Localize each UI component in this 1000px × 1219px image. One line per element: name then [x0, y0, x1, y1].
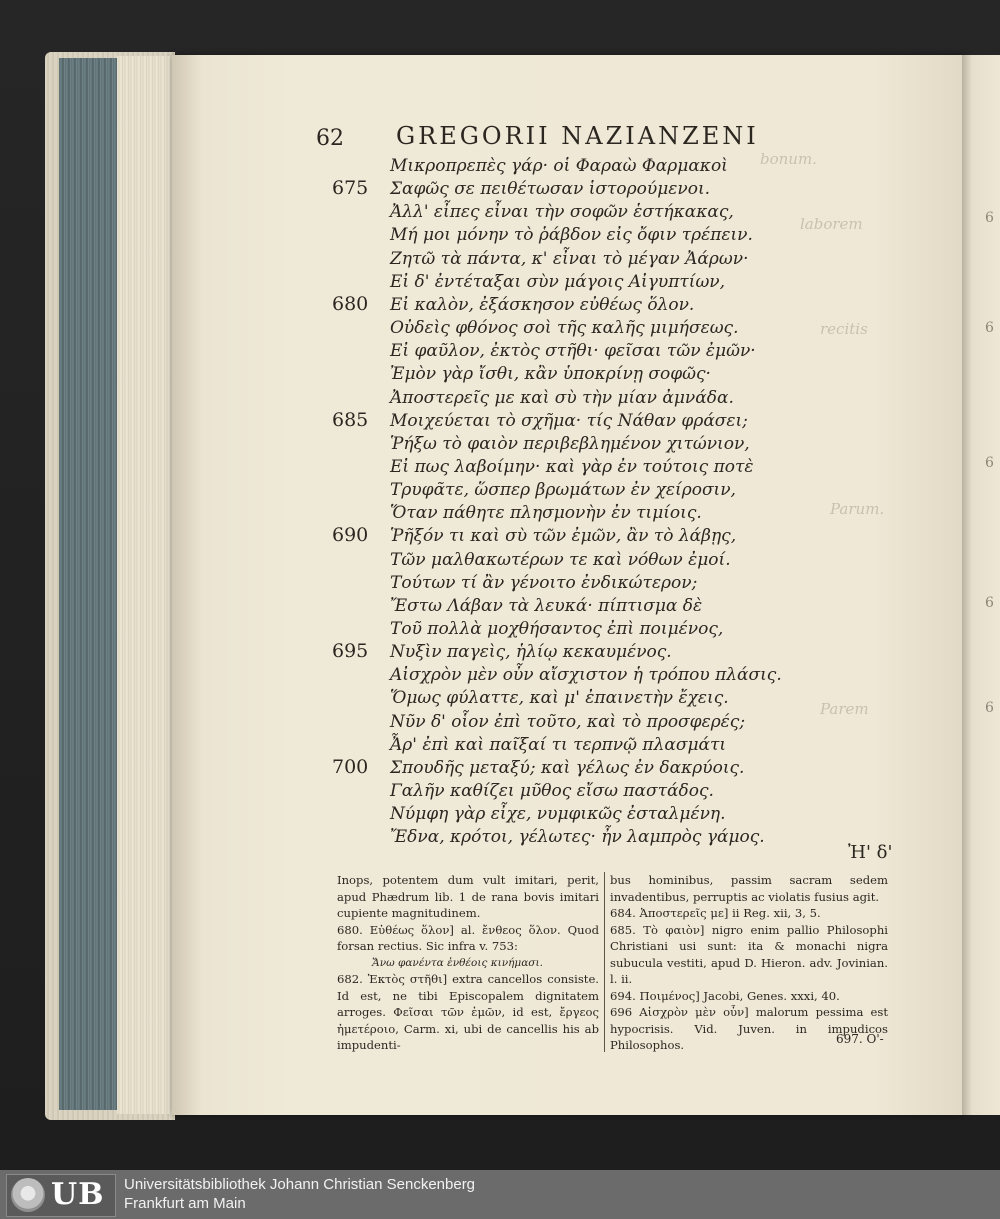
footnotes-left-column: [337, 872, 599, 1054]
verse-line: Γαλῆν καθίζει μῦθος εἴσω παστάδος.: [390, 781, 714, 802]
footnote-paragraph: 684. Ἀποστερεῖς με] ii Reg. xii, 3, 5.: [610, 906, 821, 920]
facing-page-sliver: [962, 55, 1000, 1115]
verse-line: Νύμφη γὰρ εἶχε, νυμφικῶς ἐσταλμένη.: [390, 804, 726, 825]
footnote-paragraph: Inops, potentem dum vult imitari, perit, apud Phædrum lib. 1 de rana bovis imitari cupiente magnitudinem.: [337, 873, 599, 920]
verse-line: Σπουδῆς μεταξύ; καὶ γέλως ἐν δακρύοις.: [390, 757, 745, 778]
verse-line: Ἔστω Λάβαν τὰ λευκά· πίπτισμα δὲ: [390, 595, 703, 616]
verse-line: Τρυφᾶτε, ὥσπερ βρωμάτων ἐν χείροσιν,: [390, 480, 736, 501]
verse-line: Τῶν μαλθακωτέρων τε καὶ νόθων ἐμοί.: [390, 549, 731, 570]
footnotes-right-column: [610, 872, 888, 1054]
verse-line: Ῥῆξόν τι καὶ σὺ τῶν ἐμῶν, ἂν τὸ λάβῃς,: [390, 526, 737, 547]
seal-icon: [11, 1178, 45, 1212]
library-logo[interactable]: [6, 1174, 116, 1217]
verse-line: Ῥήξω τὸ φαιὸν περιβεβλημένον χιτώνιον,: [390, 433, 750, 454]
verse-number: 695: [332, 640, 369, 663]
verse-line: Εἰ δ' ἐντέταξαι σὺν μάγοις Αἰγυπτίων,: [390, 271, 726, 292]
verse-number: 675: [332, 177, 369, 200]
verse-line: Εἰ καλὸν, ἐξάσκησον εὐθέως ὅλον.: [390, 294, 695, 315]
scanned-book-spread: bonum. laborem recitis Parum. Parem 6 6 6 6 6 62 GREGORII NAZIANZENI Μικροπρεπὲς γάρ· οἱ Φαραὼ Φαρμακοὶ 675 Σαφῶς σε πειθέτωσαν ἱστορούμενοι. Ἀλλ' εἶπες εἶναι τὴν σοφῶν ἑστήκακας, Μή μοι μόνην τὸ ῥάβδον εἰς ὄφιν τρέπειν. Ζητῶ τὰ πάντα, κ' εἶναι τὸ μέγαν Ἀάρων· Εἰ δ' ἐντέταξαι σὺν μάγοις Αἰγυπτίων, 680 Εἰ καλὸν, ἐξάσκησον εὐθέως ὅλον. Οὐδεὶς φθόνος σοὶ τῆς καλῆς μιμήσεως. Εἰ φαῦλον, ἐκτὸς στῆθι· φεῖσαι τῶν ἐμῶν· Ἐμὸν γὰρ ἴσθι, κἂν ὑποκρίνῃ σοφῶς· Ἀποστερεῖς με καὶ σὺ τὴν μίαν ἀμνάδα. 685 Μοιχεύεται τὸ σχῆμα· τίς Νάθαν φράσει; Ῥήξω τὸ φαιὸν περιβεβλημένον χιτώνιον, Εἰ πως λαβοίμην· καὶ γὰρ ἐν τούτοις ποτὲ Τρυφᾶτε, ὥσπερ βρωμάτων ἐν χείροσιν, Ὅταν πάθητε πλησμονὴν ἐν τιμίοις. 690 Ῥῆξόν τι καὶ σὺ τῶν ἐμῶν, ἂν τὸ λάβῃς, Τῶν μαλθακωτέρων τε καὶ νόθων ἐμοί. Τούτων τί ἂν γένοιτο ἐνδικώτερον; Ἔστω Λάβαν τὰ λευκά· πίπτισμα δὲ Τοῦ πολλὰ μοχθήσαντος ἐπὶ ποιμένος, 695 Νυξὶν παγεὶς, ἡλίῳ κεκαυμένος. Αἰσχρὸν μὲν οὖν αἴσχιστον ἡ τρόπου πλάσις. Ὅμως φύλαττε, καὶ μ' ἐπαινετὴν ἔχεις. Νῦν δ' οἷον ἐπὶ τοῦτο, καὶ τὸ προσφερές; Ἆρ' ἐπὶ καὶ παῖξαί τι τερπνῷ πλασμάτι 700 Σπουδῆς μεταξύ; καὶ γέλως ἐν δακρύοις. Γαλῆν καθίζει μῦθος εἴσω παστάδος. Νύμφη γὰρ εἶχε, νυμφικῶς ἐσταλμένη. Ἔδνα, κρότοι, γέλωτες· ἦν λαμπρὸς γάμος. Ἠ' δ' Inops, potentem dum vult imitari, perit, apud Phædrum lib. 1 de rana bovis imitari cupiente magnitudinem. 680. Εὐθέως ὅλον] al. ἔνθεος ὅλον. Quod forsan rectius. Sic infra v. 753: Ἄνω φανέντα ἐνθέοις κινήμασι. 682. Ἐκτὸς στῆθι] extra cancellos consiste. Id est, ne tibi Episcopalem dignitatem arroges. Φεῖσαι τῶν ἐμῶν, id est, ἔργεος ἡμετέροιο, Carm. xi, ubi de cancellis his ab impudenti- bus hominibus, passim sacram sedem invadentibus, perruptis ac violatis fusius agit. 684. Ἀποστερεῖς με] ii Reg. xii, 3, 5. 685. Τὸ φαιὸν] nigro enim pallio Philosophi Christiani usi sunt: ita & monachi nigra subucula vestiti, apud D. Hieron. adv. Jovinian. l. ii. 694. Ποιμένος] Jacobi, Genes. xxxi, 40. 696 Αἰσχρὸν μὲν οὖν] malorum pessima est hypocrisis. Vid. Juven. in impudicos Philosophos. 697. Ο'-: [0, 0, 1000, 1170]
verse-line: Ὅμως φύλαττε, καὶ μ' ἐπαινετὴν ἔχεις.: [390, 688, 729, 709]
verse-line: Ἀλλ' εἶπες εἶναι τὴν σοφῶν ἑστήκακας,: [390, 202, 734, 223]
page-edges: [45, 52, 175, 1120]
verse-line: Τοῦ πολλὰ μοχθήσαντος ἐπὶ ποιμένος,: [390, 619, 724, 639]
verse-line: Ἆρ' ἐπὶ καὶ παῖξαί τι τερπνῷ πλασμάτι: [390, 734, 727, 755]
footnote-catchword: 697. Ο'-: [836, 1032, 884, 1046]
verse-line: Αἰσχρὸν μὲν οὖν αἴσχιστον ἡ τρόπου πλάσις.: [390, 665, 782, 686]
verse-line: Μοιχεύεται τὸ σχῆμα· τίς Νάθαν φράσει;: [390, 410, 748, 431]
footnote-paragraph: 680. Εὐθέως ὅλον] al. ἔνθεος ὅλον. Quod forsan rectius. Sic infra v. 753:: [337, 922, 599, 953]
verse-line: Οὐδεὶς φθόνος σοὶ τῆς καλῆς μιμήσεως.: [390, 318, 739, 339]
verse-line: Ἐμὸν γὰρ ἴσθι, κἂν ὑποκρίνῃ σοφῶς·: [390, 364, 711, 385]
institution-line-1: Universitätsbibliothek Johann Christian Senckenberg: [124, 1176, 476, 1193]
pale-edge-block: [117, 56, 175, 1114]
verse-line: Μικροπρεπὲς γάρ· οἱ Φαραὼ Φαρμακοὶ: [390, 156, 728, 176]
institution-name: [124, 1175, 475, 1213]
verse-number: 700: [332, 755, 369, 778]
verse-line: Εἰ φαῦλον, ἐκτὸς στῆθι· φεῖσαι τῶν ἐμῶν·: [390, 341, 756, 362]
colored-edge-block: [59, 58, 117, 1110]
institution-line-2: Frankfurt am Main: [124, 1195, 246, 1212]
verse-number: 680: [332, 292, 369, 315]
footnote-paragraph: 696 Αἰσχρὸν μὲν οὖν] malorum pessima est hypocrisis. Vid. Juven. in impudicos Philosophos.: [610, 1005, 888, 1052]
verse-line: Ἀποστερεῖς με καὶ σὺ τὴν μίαν ἀμνάδα.: [390, 387, 734, 408]
library-footer: [0, 1170, 1000, 1219]
verse-line: Εἰ πως λαβοίμην· καὶ γὰρ ἐν τούτοις ποτὲ: [390, 456, 754, 477]
footnote-paragraph: 685. Τὸ φαιὸν] nigro enim pallio Philosophi Christiani usi sunt: ita & monachi nigra subucula vestiti, apud D. Hieron. adv. Jovinian. l. ii.: [610, 922, 888, 986]
footnote-paragraph: 682. Ἐκτὸς στῆθι] extra cancellos consiste. Id est, ne tibi Episcopalem dignitatem arroges. Φεῖσαι τῶν ἐμῶν, id est, ἔργεος ἡμετέροιο, Carm. xi, ubi de cancellis his ab impudenti-: [337, 972, 599, 1052]
logo-text: UB: [51, 1177, 105, 1212]
footnote-paragraph: 694. Ποιμένος] Jacobi, Genes. xxxi, 40.: [610, 988, 840, 1003]
verse-line: Νυξὶν παγεὶς, ἡλίῳ κεκαυμένος.: [390, 642, 672, 663]
verse-line: Σαφῶς σε πειθέτωσαν ἱστορούμενοι.: [390, 179, 711, 200]
verse-number: 690: [332, 524, 369, 547]
verse-number: 685: [332, 408, 369, 431]
footnote-paragraph: bus hominibus, passim sacram sedem invadentibus, perruptis ac violatis fusius agit.: [610, 873, 888, 904]
verse-line: Ζητῶ τὰ πάντα, κ' εἶναι τὸ μέγαν Ἀάρων·: [390, 248, 749, 269]
verse-line: Ὅταν πάθητε πλησμονὴν ἐν τιμίοις.: [390, 503, 702, 524]
running-head: GREGORII NAZIANZENI: [396, 122, 759, 150]
footnote-quote: Ἄνω φανέντα ἐνθέοις κινήμασι.: [372, 956, 543, 969]
verse-line: Μή μοι μόνην τὸ ῥάβδον εἰς ὄφιν τρέπειν.: [390, 225, 753, 246]
page-number: 62: [316, 126, 344, 151]
catchword: Ἠ' δ': [848, 842, 893, 863]
footnote-column-rule: [604, 872, 605, 1052]
verse-line: Νῦν δ' οἷον ἐπὶ τοῦτο, καὶ τὸ προσφερές;: [390, 711, 746, 732]
verse-line: Τούτων τί ἂν γένοιτο ἐνδικώτερον;: [390, 572, 698, 593]
verse-line: Ἔδνα, κρότοι, γέλωτες· ἦν λαμπρὸς γάμος.: [390, 827, 765, 848]
